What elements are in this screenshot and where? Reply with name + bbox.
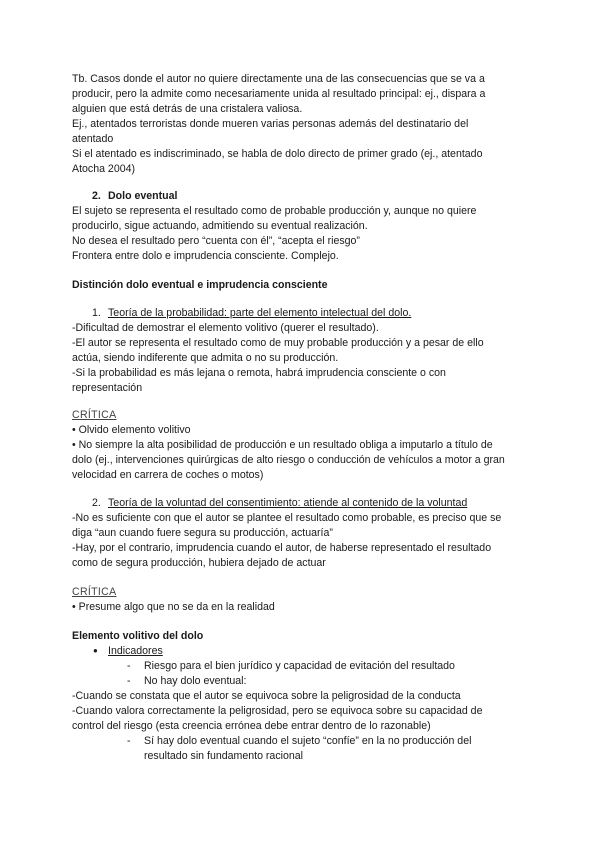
paragraph-line: producirlo, sigue actuando, admitiendo su eventual realización.	[72, 220, 368, 232]
paragraph-line: -Dificultad de demostrar el elemento volitivo (querer el resultado).	[72, 322, 379, 334]
critica-label: CRÍTICA	[72, 409, 117, 421]
critica-label: CRÍTICA	[72, 586, 117, 598]
paragraph-line: El sujeto se representa el resultado como de probable producción y, aunque no quiere	[72, 205, 477, 217]
section-heading: Dolo eventual	[108, 190, 178, 202]
section-heading: Elemento volitivo del dolo	[72, 630, 204, 642]
paragraph-line: • No siempre la alta posibilidad de producción e un resultado obliga a imputarlo a título de	[72, 439, 493, 451]
intro-line: atentado	[72, 133, 114, 145]
sub-item: No hay dolo eventual:	[144, 675, 247, 687]
paragraph-line: • Olvido elemento volitivo	[72, 424, 191, 436]
intro-line: alguien que está detrás de una cristalera valiosa.	[72, 103, 303, 115]
indicadores-label: Indicadores	[108, 645, 163, 657]
paragraph-line: -Cuando valora correctamente la peligrosidad, pero se equivoca sobre su capacidad de	[72, 705, 483, 717]
paragraph-line: dolo (ej., intervenciones quirúrgicas de alto riesgo o conducción de vehículos a motor a gran	[72, 454, 505, 466]
intro-line: Si el atentado es indiscriminado, se habla de dolo directo de primer grado (ej., atentado	[72, 148, 483, 160]
paragraph-line: -Si la probabilidad es más lejana o remota, habrá imprudencia consciente o con	[72, 367, 446, 379]
dash-marker: -	[127, 660, 131, 672]
theory-title: Teoría de la voluntad del consentimiento: atiende al contenido de la voluntad	[108, 497, 468, 509]
dash-marker: -	[127, 735, 131, 747]
paragraph-line: velocidad en carrera de coches o motos)	[72, 469, 264, 481]
sub-item-continuation: resultado sin fundamento racional	[144, 750, 304, 762]
sub-item: Riesgo para el bien jurídico y capacidad de evitación del resultado	[144, 660, 455, 672]
list-number: 1.	[92, 307, 101, 319]
paragraph-line: actúa, siendo indiferente que admita o no su producción.	[72, 352, 339, 364]
paragraph-line: -Cuando se constata que el autor se equivoca sobre la peligrosidad de la conducta	[72, 690, 461, 702]
sub-item: Sí hay dolo eventual cuando el sujeto “confíe” en la no producción del	[144, 735, 472, 747]
bullet-icon: ●	[93, 646, 98, 655]
intro-line: Ej., atentados terroristas donde mueren varias personas además del destinatario del	[72, 118, 469, 130]
theory-title: Teoría de la probabilidad: parte del elemento intelectual del dolo.	[108, 307, 412, 319]
paragraph-line: como de segura producción, hubiera dejado de actuar	[72, 557, 326, 569]
section-heading: Distinción dolo eventual e imprudencia consciente	[72, 279, 328, 291]
intro-line: Atocha 2004)	[72, 163, 136, 175]
paragraph-line: Frontera entre dolo e imprudencia consciente. Complejo.	[72, 250, 339, 262]
list-number: 2.	[92, 497, 101, 509]
paragraph-line: representación	[72, 382, 143, 394]
paragraph-line: -Hay, por el contrario, imprudencia cuando el autor, de haberse representado el resultado	[72, 542, 492, 554]
paragraph-line: diga “aun cuando fuere segura su producción, actuaría”	[72, 527, 333, 539]
paragraph-line: -El autor se representa el resultado como de muy probable producción y a pesar de ello	[72, 337, 484, 349]
paragraph-line: No desea el resultado pero “cuenta con él”, “acepta el riesgo”	[72, 235, 360, 247]
paragraph-line: control del riesgo (esta creencia errónea debe entrar dentro de lo razonable)	[72, 720, 431, 732]
paragraph-line: • Presume algo que no se da en la realidad	[72, 601, 275, 613]
intro-line: Tb. Casos donde el autor no quiere directamente una de las consecuencias que se va a	[72, 73, 485, 85]
intro-line: producir, pero la admite como necesariamente unida al resultado principal: ej., dispara a	[72, 88, 486, 100]
section-number: 2.	[92, 190, 101, 202]
dash-marker: -	[127, 675, 131, 687]
paragraph-line: -No es suficiente con que el autor se plantee el resultado como probable, es preciso que se	[72, 512, 502, 524]
